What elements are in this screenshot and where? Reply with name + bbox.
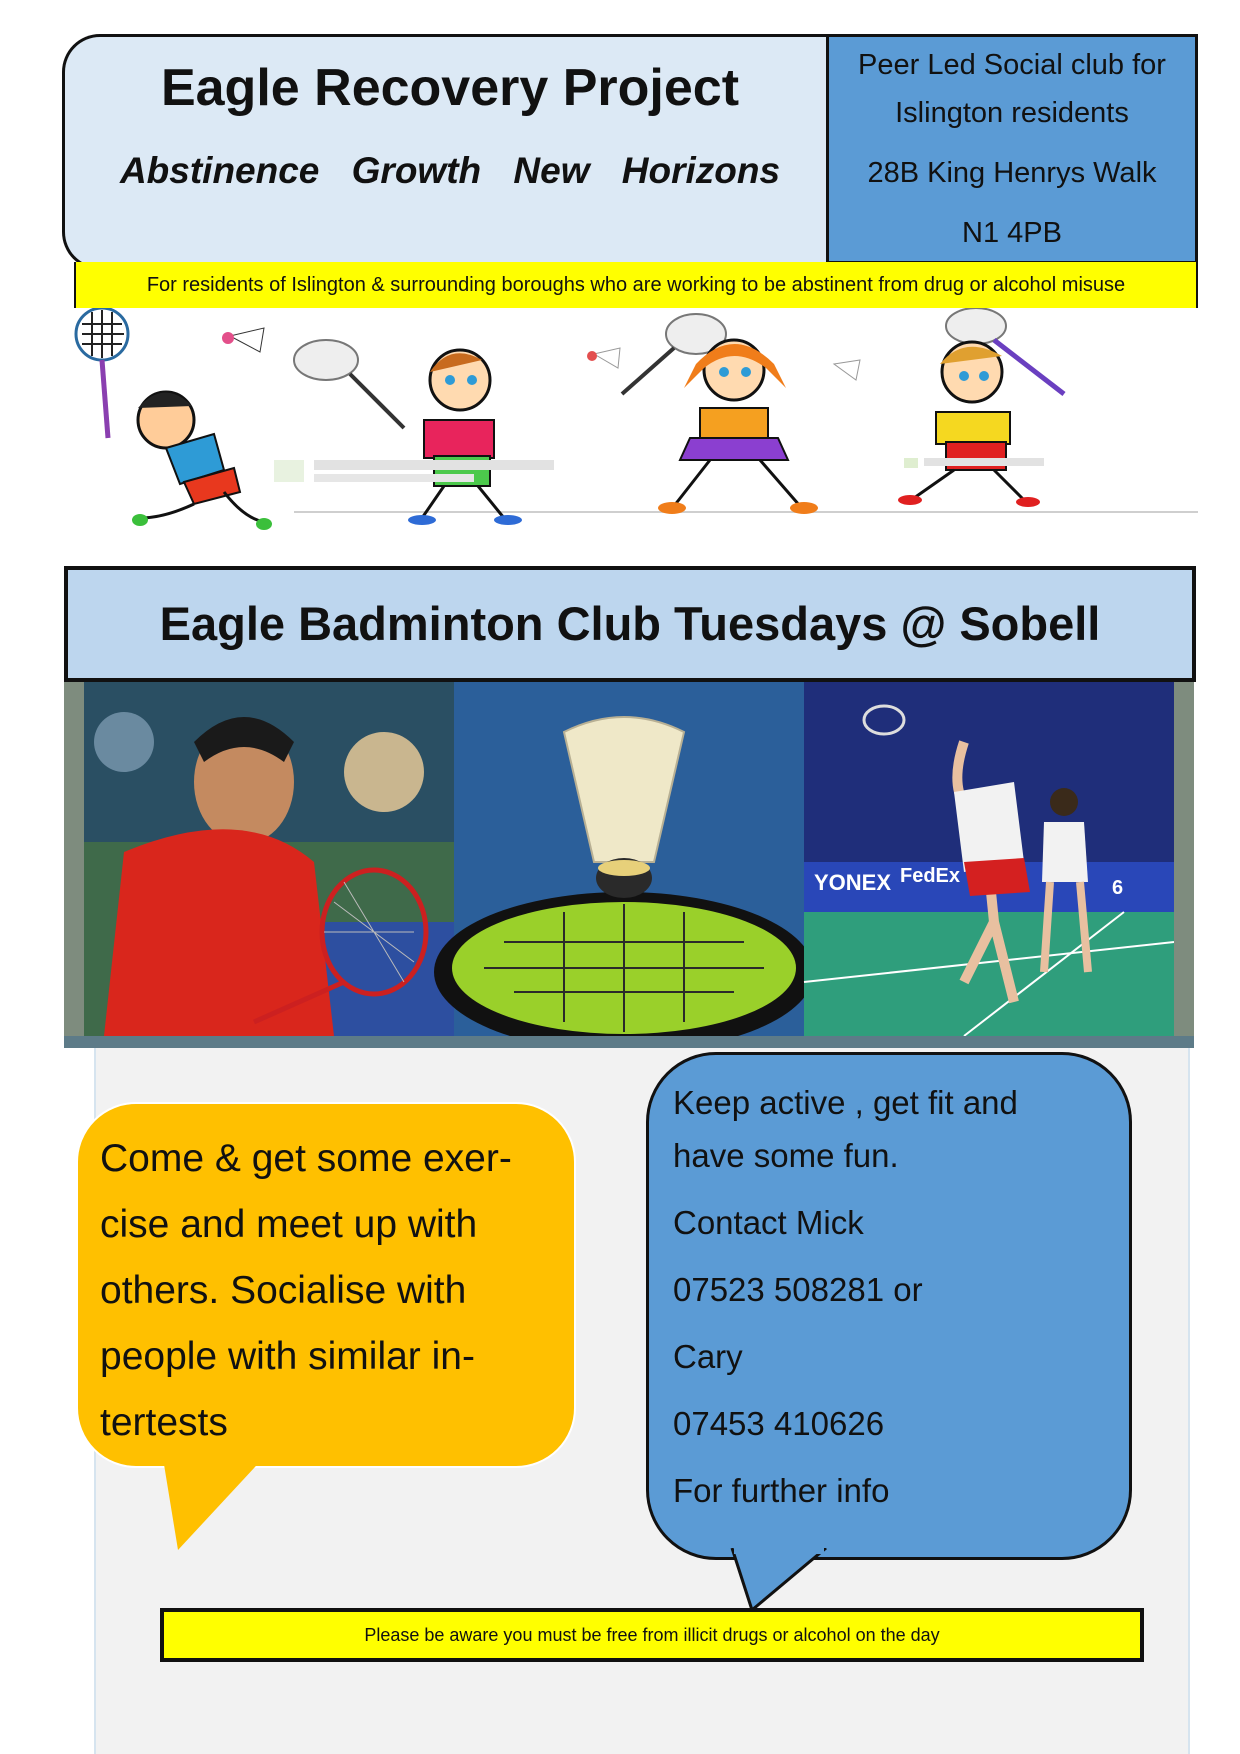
contact-name-mick: Contact Mick — [673, 1204, 864, 1241]
club-title: Eagle Badminton Club Tuesdays @ Sobell — [159, 597, 1101, 650]
address-line-3: 28B King Henrys Walk — [867, 157, 1157, 189]
cartoon-kid-4 — [898, 308, 1064, 507]
club-title-panel — [64, 566, 1196, 682]
photo-player-portrait — [84, 682, 454, 1036]
invite-line-3: others. Socialise with — [100, 1269, 467, 1312]
badminton-photo-strip — [64, 682, 1194, 1048]
address-panel — [826, 34, 1198, 264]
contact-further-info: For further info — [673, 1472, 890, 1509]
contact-phone-mick[interactable]: 07523 508281 or — [673, 1271, 923, 1308]
photo-mixed-doubles-match — [804, 682, 1174, 1036]
contact-line-2: have some fun. — [673, 1137, 899, 1174]
invite-text — [100, 1126, 560, 1456]
eligibility-banner: For residents of Islington & surrounding boroughs who are working to be abstinent from drug or alcohol misuse — [74, 262, 1198, 308]
invite-line-1: Come & get some exer- — [100, 1137, 512, 1180]
invite-speech-bubble-tail — [150, 1440, 310, 1550]
contact-name-cary: Cary — [673, 1338, 743, 1375]
invite-line-5: tertests — [100, 1401, 228, 1444]
badminton-cartoon-illustration — [74, 308, 1198, 550]
score-text: 6 — [1112, 877, 1124, 899]
invite-line-4: people with similar in- — [100, 1335, 475, 1378]
disclaimer-banner: Please be aware you must be free from illicit drugs or alcohol on the day — [160, 1608, 1144, 1662]
contact-line-1: Keep active , get fit and — [673, 1084, 1018, 1121]
invite-line-2: cise and meet up with — [100, 1203, 478, 1246]
yonex-sponsor-text: YONEX — [814, 870, 892, 895]
cartoon-kid-2 — [294, 340, 522, 525]
contact-phone-cary[interactable]: 07453 410626 — [673, 1405, 885, 1442]
photo-shuttlecock-racket — [434, 682, 814, 1048]
address-line-1: Peer Led Social club for — [858, 49, 1166, 81]
fedex-sponsor-text: FedEx — [900, 865, 961, 887]
address-line-4: N1 4PB — [962, 217, 1062, 249]
tagline: Abstinence Growth New Horizons — [119, 150, 781, 191]
cartoon-kid-3 — [622, 314, 818, 514]
address-line-2: Islington residents — [895, 97, 1129, 129]
page-title: Eagle Recovery Project — [160, 59, 740, 117]
